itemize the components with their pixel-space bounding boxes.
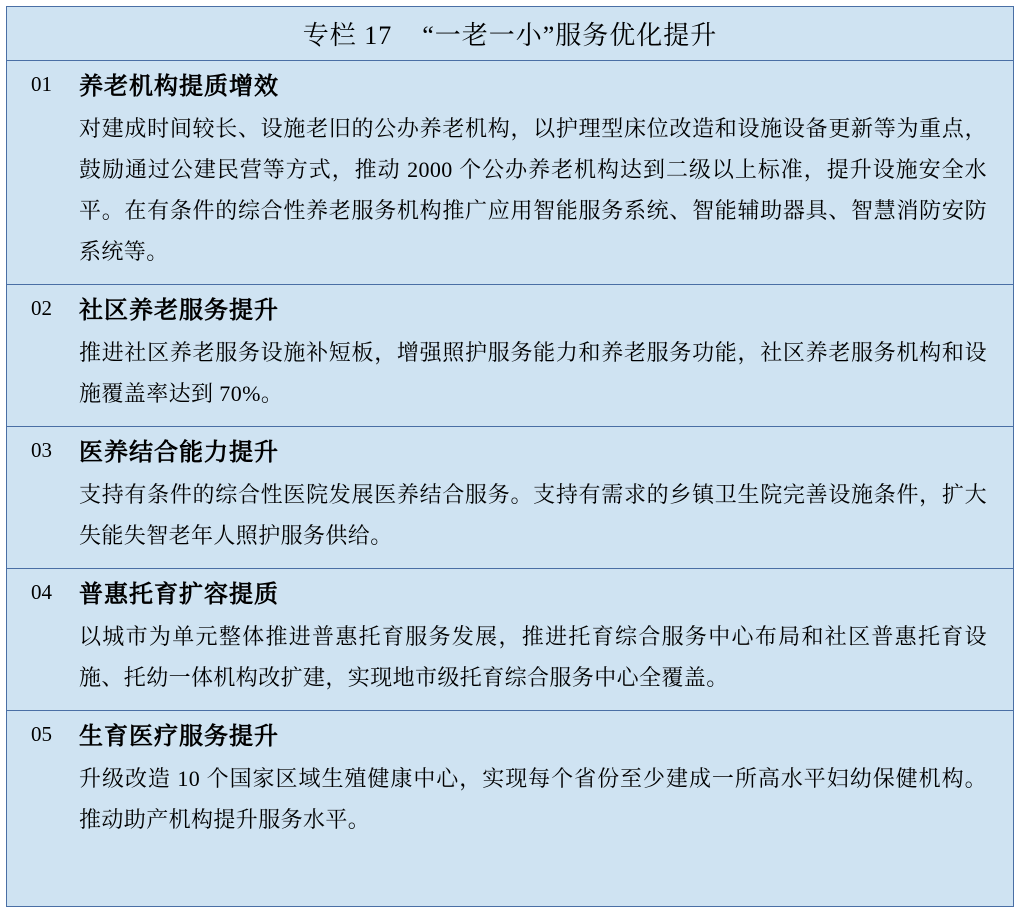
table-row <box>7 711 1013 852</box>
item-heading: 医养结合能力提升 <box>79 440 279 466</box>
table-row <box>7 569 1013 711</box>
item-content <box>79 294 1013 414</box>
item-heading: 普惠托育扩容提质 <box>79 582 279 608</box>
page-title: 专栏 17 “一老一小”服务优化提升 <box>302 21 718 50</box>
item-number: 04 <box>31 580 52 604</box>
item-content <box>79 436 1013 556</box>
item-body: 升级改造 10 个国家区域生殖健康中心，实现每个省份至少建成一所高水平妇幼保健机构。推动助产机构提升服务水平。 <box>79 766 987 832</box>
table-row <box>7 61 1013 285</box>
item-number: 03 <box>31 438 52 462</box>
item-number: 02 <box>31 296 52 320</box>
item-body: 支持有条件的综合性医院发展医养结合服务。支持有需求的乡镇卫生院完善设施条件，扩大失能失智老年人照护服务供给。 <box>79 482 987 548</box>
item-content <box>79 578 1013 698</box>
table-title-row <box>7 7 1013 61</box>
table-row <box>7 427 1013 569</box>
item-number: 01 <box>31 72 52 96</box>
table-row <box>7 285 1013 427</box>
item-heading: 养老机构提质增效 <box>79 74 279 100</box>
item-number: 05 <box>31 722 52 746</box>
item-content <box>79 70 1013 272</box>
item-body: 以城市为单元整体推进普惠托育服务发展，推进托育综合服务中心布局和社区普惠托育设施、托幼一体机构改扩建，实现地市级托育综合服务中心全覆盖。 <box>79 624 987 690</box>
item-body: 推进社区养老服务设施补短板，增强照护服务能力和养老服务功能，社区养老服务机构和设施覆盖率达到 70%。 <box>79 340 987 406</box>
special-column-table <box>6 6 1014 907</box>
item-content <box>79 720 1013 840</box>
item-heading: 社区养老服务提升 <box>79 298 279 324</box>
item-heading: 生育医疗服务提升 <box>79 724 279 750</box>
item-body: 对建成时间较长、设施老旧的公办养老机构，以护理型床位改造和设施设备更新等为重点，鼓励通过公建民营等方式，推动 2000 个公办养老机构达到二级以上标准，提升设施安全水平。在有条件的综合性养老服务机构推广应用智能服务系统、智能辅助器具、智慧消防安防系统等。 <box>79 116 987 264</box>
